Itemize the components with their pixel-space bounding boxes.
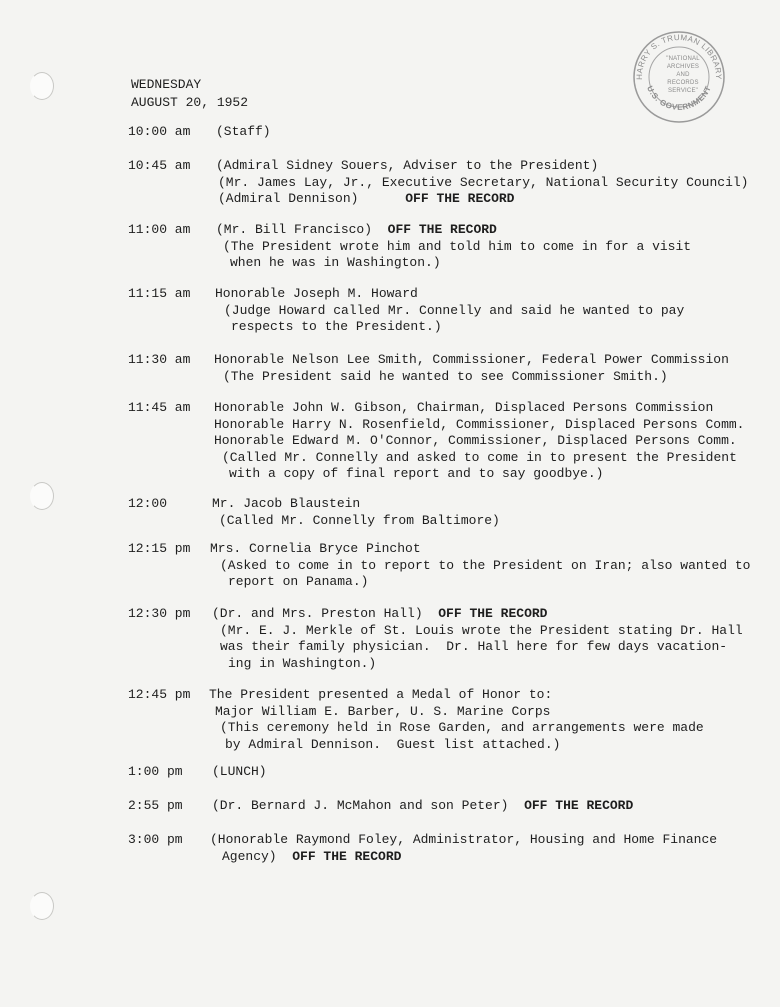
off-the-record-label: OFF THE RECORD [405,191,515,207]
entry-line-text: Major William E. Barber, U. S. Marine Corps [215,703,551,719]
schedule-entry [0,541,780,595]
schedule-entry [0,687,780,757]
entry-line [220,558,751,575]
entry-line [214,352,729,369]
entry-line-text: (Judge Howard called Mr. Connelly and said he wanted to pay [224,302,685,318]
entry-line-text: (Honorable Raymond Foley, Administrator, Housing and Home Finance [210,832,718,847]
entry-line-text: respects to the President.) [231,319,442,335]
document-header [131,76,248,112]
entry-line-text: (The President wrote him and told him to come in for a visit [223,238,692,254]
entry-line [220,623,743,640]
entry-line-text: Honorable Joseph M. Howard [215,286,418,301]
entry-line [214,400,713,417]
entry-line [214,417,745,434]
entry-line-text: (This ceremony held in Rose Garden, and arrangements were made [220,720,704,736]
schedule-entry [0,496,780,533]
entry-line-text: (Dr. and Mrs. Preston Hall) [212,606,423,621]
entry-line-text: (Admiral Dennison) [218,191,359,207]
entry-line-text: by Admiral Dennison. Guest list attached.) [225,736,561,752]
entry-line [214,433,737,450]
entry-line-text: (LUNCH) [212,764,267,779]
archive-stamp-center: "NATIONAL ARCHIVES AND RECORDS SERVICE" [666,56,700,94]
entry-line-text: Mrs. Cornelia Bryce Pinchot [210,541,421,556]
entry-line [215,286,418,303]
entry-line [218,191,514,208]
entry-line [218,175,749,192]
entry-line [210,541,421,558]
entry-line-text: (Called Mr. Connelly from Baltimore) [219,512,500,528]
entry-line [224,303,684,320]
entry-line [212,606,547,623]
entry-time: 11:45 am [128,400,191,415]
entry-time: 11:30 am [128,352,191,367]
entry-time: 11:00 am [128,222,191,237]
entry-line [230,255,441,272]
schedule-entry [0,158,780,212]
entry-line-text: (Admiral Sidney Souers, Adviser to the President) [216,158,599,173]
binder-hole-bottom [30,892,54,920]
entry-line-text: Mr. Jacob Blaustein [212,496,361,511]
schedule-entry [0,764,780,785]
entry-line-text: when he was in Washington.) [230,255,441,271]
entry-line [216,158,598,175]
entry-line-text: (Asked to come in to report to the President on Iran; also wanted to [220,557,751,573]
entry-line-text: (Called Mr. Connelly and asked to come in to present the President [222,449,737,465]
entry-line [231,319,442,336]
entry-line [215,704,550,721]
entry-line [212,496,360,513]
entry-line [212,764,267,781]
schedule-entry [0,352,780,389]
entry-line [228,656,376,673]
off-the-record-label: OFF THE RECORD [292,848,402,864]
entry-line [222,450,737,467]
entry-line-text: Agency) [222,848,277,864]
entry-line-text: Honorable Nelson Lee Smith, Commissioner, Federal Power Commission [214,352,729,367]
entry-line [223,239,691,256]
entry-time: 12:30 pm [128,606,191,621]
entry-line [209,687,552,704]
entry-line-text: Honorable Harry N. Rosenfield, Commissioner, Displaced Persons Comm. [214,416,745,432]
entry-line-text: Honorable Edward M. O'Connor, Commissioner, Displaced Persons Comm. [214,433,737,449]
schedule-entry [0,124,780,145]
entry-line [220,639,727,656]
entry-line [212,798,633,815]
svg-text:U.S. GOVERNMENT: U.S. GOVERNMENT [645,84,713,112]
date-heading: AUGUST 20, 1952 [131,95,249,110]
schedule-entry [0,832,780,869]
entry-line-text: (Mr. Bill Francisco) [216,222,373,237]
entry-line [229,466,603,483]
entry-line-text: (Dr. Bernard J. McMahon and son Peter) [212,798,509,813]
entry-line [219,513,500,530]
entry-line-text: with a copy of final report and to say goodbye.) [229,466,604,482]
off-the-record-label: OFF THE RECORD [387,222,497,237]
svg-text:HARRY S. TRUMAN LIBRARY: HARRY S. TRUMAN LIBRARY [634,32,724,80]
entry-line-text: Honorable John W. Gibson, Chairman, Displaced Persons Commission [214,400,714,415]
entry-line [220,720,704,737]
entry-time: 3:00 pm [128,832,183,847]
entry-line [216,222,497,239]
entry-line-text: ing in Washington.) [228,655,377,671]
entry-line [222,849,401,866]
schedule-entry [0,606,780,676]
entry-line [228,574,368,591]
off-the-record-label: OFF THE RECORD [524,798,634,813]
entry-time: 12:15 pm [128,541,191,556]
entry-time: 10:45 am [128,158,191,173]
entry-line [225,737,560,754]
day-heading: WEDNESDAY [131,77,202,92]
entry-line [210,832,717,849]
entry-time: 12:00 [128,496,168,511]
entry-line-text: report on Panama.) [228,574,369,590]
schedule-entry [0,400,780,487]
entry-line [223,369,668,386]
entry-time: 11:15 am [128,286,191,301]
schedule-entry [0,222,780,276]
schedule-entry [0,286,780,340]
entry-line [216,124,271,141]
entry-time: 1:00 pm [128,764,183,779]
entry-time: 10:00 am [128,124,191,139]
entry-line-text: (Mr. James Lay, Jr., Executive Secretary, National Security Council) [218,174,749,190]
entry-time: 12:45 pm [128,687,191,702]
entry-line-text: was their family physician. Dr. Hall here for few days vacation- [220,639,728,655]
binder-hole-top [30,72,54,100]
schedule-entry [0,798,780,819]
entry-time: 2:55 pm [128,798,183,813]
entry-line-text: (The President said he wanted to see Commissioner Smith.) [223,368,668,384]
off-the-record-label: OFF THE RECORD [438,606,548,621]
entry-line-text: (Mr. E. J. Merkle of St. Louis wrote the President stating Dr. Hall [220,622,743,638]
entry-line-text: (Staff) [216,124,271,139]
entry-line-text: The President presented a Medal of Honor to: [209,687,553,702]
